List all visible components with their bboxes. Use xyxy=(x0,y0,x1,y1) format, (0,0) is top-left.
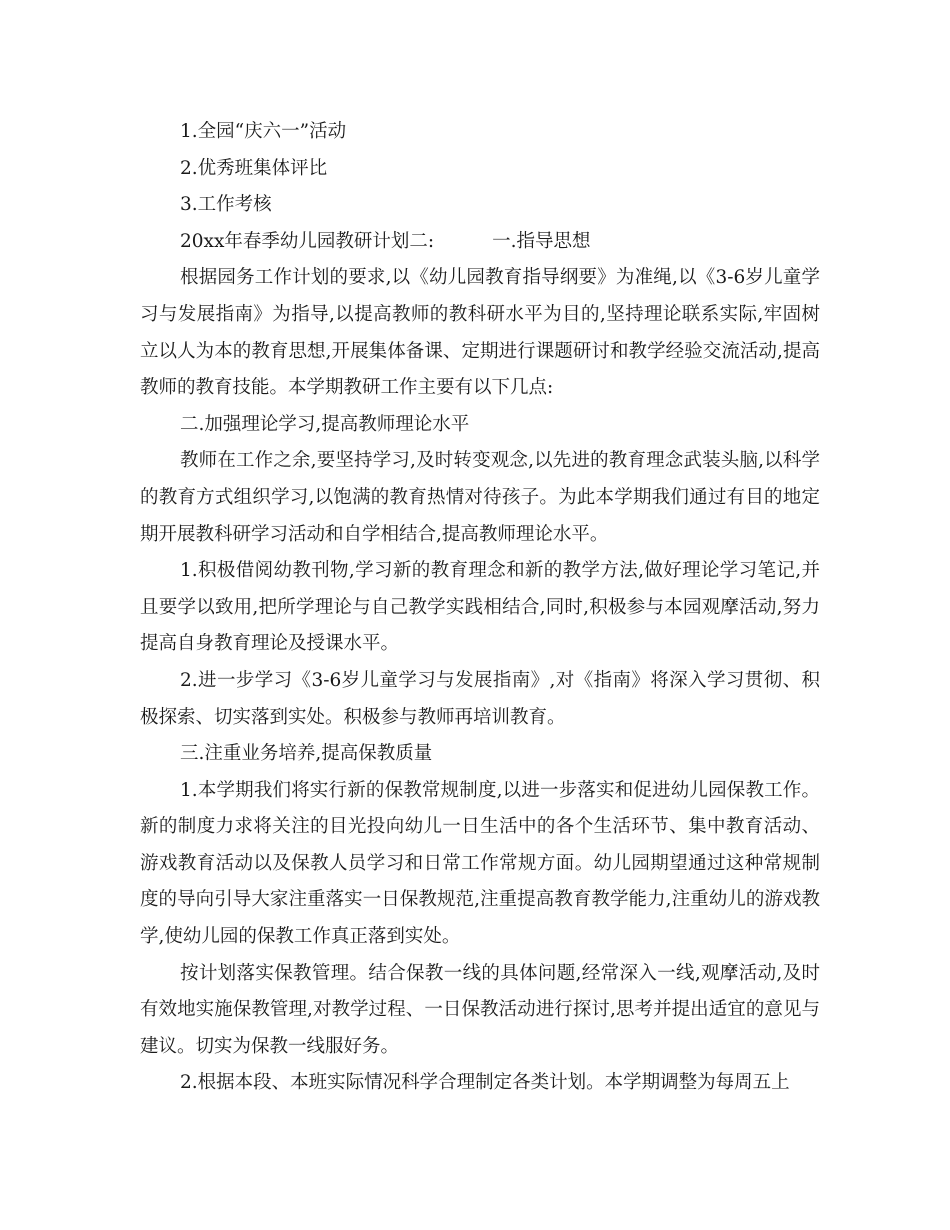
activity-item-3: 3.工作考核 xyxy=(180,194,272,216)
paragraph-item-1-journals: 1.积极借阅幼教刊物,学习新的教育理念和新的教学方法,做好理论学习笔记,并且要学以致用,把所学理论与自己教学实践相结合,同时,积极参与本园观摩活动,努力提高自身教育理论及授课水平。 xyxy=(140,560,820,655)
plan-heading-line xyxy=(140,224,820,261)
paragraph-item-1-system: 1.本学期我们将实行新的保教常规制度,以进一步落实和促进幼儿园保教工作。新的制度力求将关注的目光投向幼儿一日生活中的各个生活环节、集中教育活动、游戏教育活动以及保教人员学习和日常工作常规方面。幼儿园期望通过这种常规制度的导向引导大家注重落实一日保教规范,注重提高教育教学能力,注重幼儿的游戏教学,使幼儿园的保教工作真正落到实处。 xyxy=(140,779,820,948)
activity-item-2: 2.优秀班集体评比 xyxy=(180,157,328,179)
section-3-title: 三.注重业务培养,提高保教质量 xyxy=(180,743,433,765)
paragraph-item-2-guide: 2.进一步学习《3-6岁儿童学习与发展指南》,对《指南》将深入学习贯彻、积极探索、切实落到实处。积极参与教师再培训教育。 xyxy=(140,669,820,728)
section-1-title: 一.指导思想 xyxy=(492,230,591,252)
document-body xyxy=(140,114,820,1102)
activity-item-1: 1.全园“庆六一”活动 xyxy=(180,121,347,142)
plan-title: 20xx年春季幼儿园教研计划二: xyxy=(180,230,435,252)
paragraph-theory-study: 教师在工作之余,要坚持学习,及时转变观念,以先进的教育理念武装头脑,以科学的教育方式组织学习,以饱满的教育热情对待孩子。为此本学期我们通过有目的地定期开展教科研学习活动和自学相结合,提高教师理论水平。 xyxy=(140,450,820,545)
paragraph-item-2-plans: 2.根据本段、本班实际情况科学合理制定各类计划。本学期调整为每周五上 xyxy=(180,1072,790,1094)
section-2-title: 二.加强理论学习,提高教师理论水平 xyxy=(180,413,470,435)
paragraph-management: 按计划落实保教管理。结合保教一线的具体问题,经常深入一线,观摩活动,及时有效地实施保教管理,对教学过程、一日保教活动进行探讨,思考并提出适宜的意见与建议。切实为保教一线服好务。 xyxy=(140,962,820,1057)
paragraph-guiding-thought: 根据园务工作计划的要求,以《幼儿园教育指导纲要》为准绳,以《3-6岁儿童学习与发展指南》为指导,以提高教师的教科研水平为目的,坚持理论联系实际,牢固树立以人为本的教育思想,开展集体备课、定期进行课题研讨和教学经验交流活动,提高教师的教育技能。本学期教研工作主要有以下几点: xyxy=(140,267,820,399)
